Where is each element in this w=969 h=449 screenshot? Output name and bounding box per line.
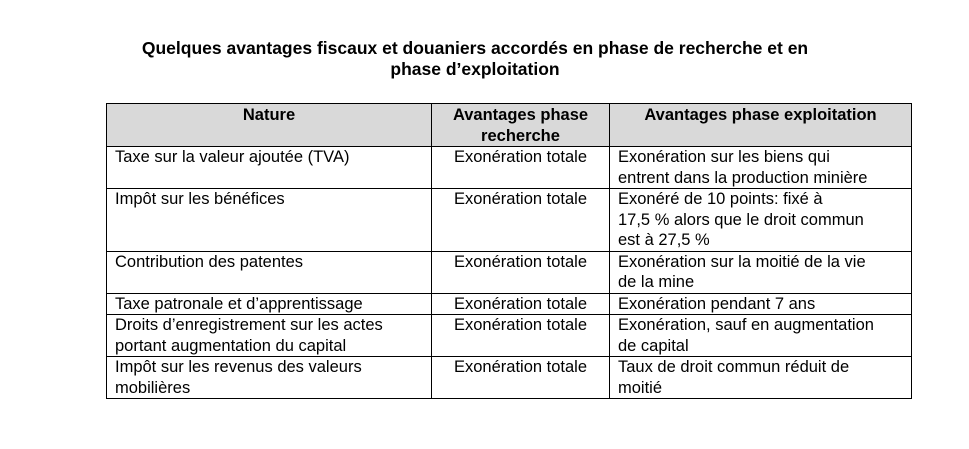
cell-nature [107, 251, 432, 293]
table-row [107, 315, 912, 357]
document-title [0, 38, 950, 80]
cell-exploitation [610, 189, 912, 252]
cell-line: Exonération sur les biens qui [618, 148, 830, 166]
cell-exploitation [610, 293, 912, 315]
cell-line: Impôt sur les revenus des valeurs [115, 358, 362, 376]
cell-line: de la mine [618, 273, 695, 291]
cell-line: de capital [618, 336, 689, 355]
cell-line: portant augmentation du capital [115, 336, 347, 355]
cell-recherche: Exonération totale [432, 315, 610, 357]
cell-line: Exonération sur la moitié de la vie [618, 252, 866, 271]
cell-line: est à 27,5 % [618, 231, 710, 249]
header-recherche-line-2: recherche [481, 126, 560, 145]
header-nature: Nature [107, 104, 432, 147]
cell-line: entrent dans la production minière [618, 168, 868, 187]
cell-line: Taxe patronale et d’apprentissage [115, 294, 363, 313]
table-row [107, 251, 912, 293]
table-row [107, 357, 912, 399]
cell-line: Contribution des patentes [115, 252, 304, 271]
header-recherche [432, 104, 610, 147]
cell-exploitation [610, 251, 912, 293]
cell-recherche: Exonération totale [432, 293, 610, 315]
cell-nature [107, 293, 432, 315]
table-row [107, 189, 912, 252]
cell-line: Taux de droit commun réduit de [618, 358, 850, 376]
cell-exploitation [610, 315, 912, 357]
cell-nature [107, 357, 432, 399]
cell-line: moitié [618, 378, 663, 397]
cell-line: 17,5 % alors que le droit commun [618, 210, 864, 229]
cell-exploitation [610, 147, 912, 189]
cell-nature [107, 315, 432, 357]
cell-line: Impôt sur les bénéfices [115, 190, 285, 208]
header-recherche-line-1: Avantages phase [452, 106, 589, 124]
cell-recherche: Exonération totale [432, 251, 610, 293]
table-row [107, 293, 912, 315]
cell-line: Droits d’enregistrement sur les actes [115, 316, 383, 334]
header-exploitation: Avantages phase exploitation [610, 104, 912, 147]
cell-recherche: Exonération totale [432, 357, 610, 399]
title-line-1: Quelques avantages fiscaux et douaniers accordés en phase de recherche et en [141, 38, 809, 58]
cell-recherche: Exonération totale [432, 147, 610, 189]
cell-line: Taxe sur la valeur ajoutée (TVA) [115, 148, 350, 166]
cell-line: Exonération, sauf en augmentation [618, 316, 874, 334]
cell-line: mobilières [115, 378, 191, 397]
cell-exploitation [610, 357, 912, 399]
cell-line: Exonération pendant 7 ans [618, 294, 816, 313]
cell-nature [107, 189, 432, 252]
table-header-row [107, 104, 912, 147]
title-line-2: phase d’exploitation [390, 59, 560, 79]
cell-recherche: Exonération totale [432, 189, 610, 252]
cell-nature [107, 147, 432, 189]
cell-line: Exonéré de 10 points: fixé à [618, 190, 823, 208]
table-row [107, 147, 912, 189]
tax-advantages-table [106, 103, 912, 399]
